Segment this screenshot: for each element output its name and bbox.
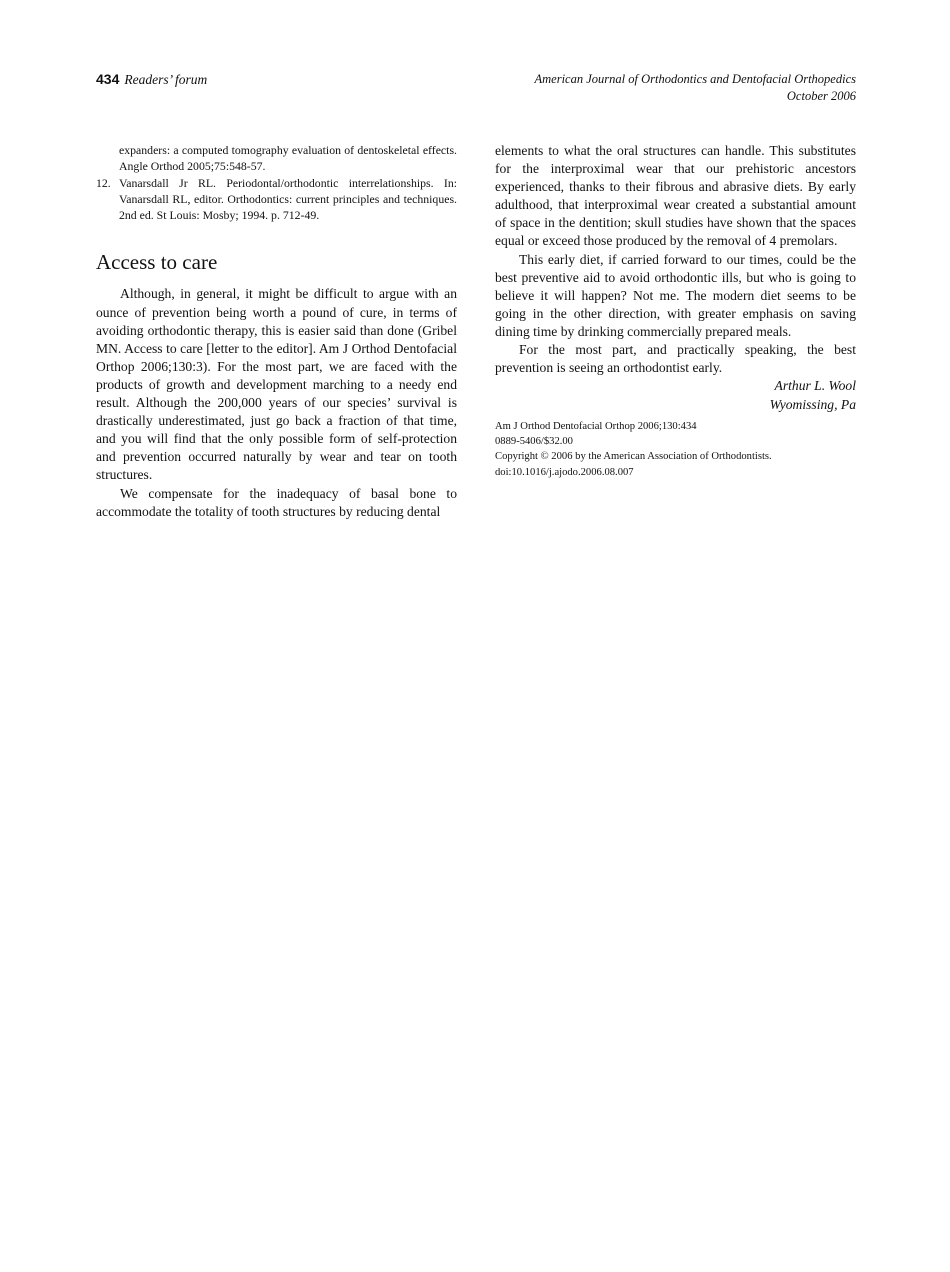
journal-title: American Journal of Orthodontics and Dentofacial Orthopedics — [534, 72, 856, 86]
page-number: 434 — [96, 71, 120, 87]
citation-block — [495, 419, 856, 480]
doi-line: doi:10.1016/j.ajodo.2006.08.007 — [495, 466, 634, 478]
header-left — [96, 71, 207, 89]
left-column — [96, 142, 457, 521]
body-paragraph: We compensate for the inadequacy of basal bone to accommodate the totality of tooth structures by reducing dental — [96, 485, 457, 519]
section-name: Readers’ forum — [124, 72, 208, 87]
reference-number: 12. — [96, 175, 111, 190]
body-paragraph: Although, in general, it might be difficult to argue with an ounce of prevention being worth a pound of cure, in terms of avoiding orthodontic therapy, this is easier said than done (Gribel MN. Access to care [letter to the editor]. Am J Orthod Dentofacial Orthop 2006;130:3). For the most part, we are faced with the products of growth and development marching to a needy end result. Although the 200,000 years of our species’ survival is drastically underestimated, just go back a fraction of that time, and you will find that the only possible form of self-protection and prevention occurred naturally by wear and tear on tooth structures. — [96, 286, 457, 483]
reference-item — [96, 175, 457, 224]
reference-text: expanders: a computed tomography evaluation of dentoskeletal effects. Angle Orthod 2005;75:548-57. — [119, 143, 457, 174]
journal-reference: Am J Orthod Dentofacial Orthop 2006;130:434 — [495, 421, 697, 433]
author-name: Arthur L. Wool — [774, 378, 856, 394]
article-title: Access to care — [96, 250, 218, 275]
issue-date: October 2006 — [786, 89, 856, 103]
author-signature — [495, 377, 856, 414]
issn-price: 0889-5406/$32.00 — [495, 436, 573, 448]
header-right — [535, 71, 857, 105]
body-paragraph: elements to what the oral structures can handle. This substitutes for the interproximal wear that our prehistoric ancestors experienced, thanks to their fibrous and abrasive diets. By early adulthood, that interproximal wear created a substantial amount of space in the dentition; skull studies have shown that the spaces equal or exceed those produced by the removal of 4 premolars. — [495, 143, 856, 249]
reference-list — [96, 142, 457, 223]
page-header — [96, 70, 856, 110]
copyright-line: Copyright © 2006 by the American Association of Orthodontists. — [495, 451, 772, 463]
body-paragraph: This early diet, if carried forward to our times, could be the best preventive aid to avoid orthodontic ills, but who is going to believe it will happen? Not me. The modern diet seems to be going in the other direction, with greater emphasis on saving dining time by drinking commercially prepared meals. — [495, 251, 856, 339]
reference-item — [96, 142, 457, 175]
reference-text: Vanarsdall Jr RL. Periodontal/orthodontic interrelationships. In: Vanarsdall RL, editor. Orthodontics: current principles and techniques. 2nd ed. St Louis: Mosby; 1994. p. 712-49. — [119, 175, 457, 223]
author-location: Wyomissing, Pa — [769, 396, 856, 412]
body-paragraph: For the most part, and practically speaking, the best prevention is seeing an orthodontist early. — [495, 342, 856, 376]
right-column — [495, 142, 856, 480]
